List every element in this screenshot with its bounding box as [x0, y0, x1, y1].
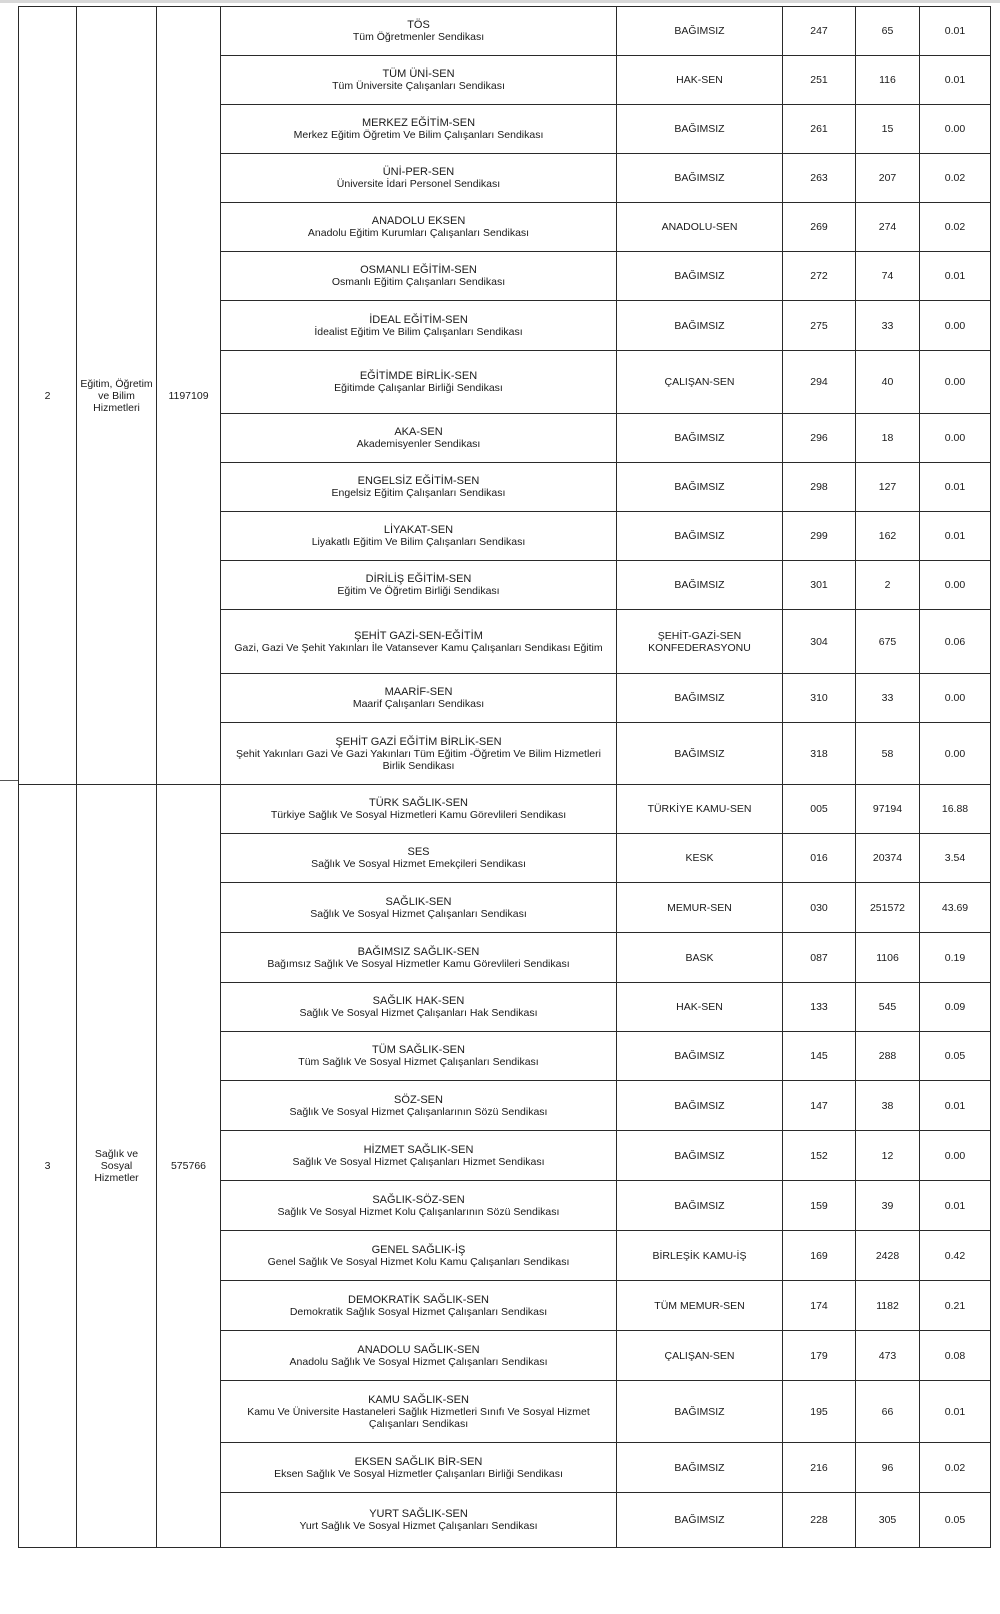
- union-code-cell: 304: [783, 610, 856, 674]
- member-count-cell: 274: [856, 203, 920, 252]
- confederation-cell: ANADOLU-SEN: [617, 203, 783, 252]
- union-full-name: Akademisyenler Sendikası: [356, 438, 481, 450]
- member-count-cell: 97194: [856, 785, 920, 834]
- sector-name: Eğitim, Öğretim ve Bilim Hizmetleri: [77, 7, 157, 785]
- union-full-name: Sağlık Ve Sosyal Hizmet Çalışanları Hak Sendikası: [299, 1007, 538, 1019]
- member-share-cell: 0.00: [920, 105, 991, 154]
- member-count-cell: 18: [856, 414, 920, 463]
- member-count-cell: 66: [856, 1381, 920, 1443]
- union-full-name: Sağlık Ve Sosyal Hizmet Çalışanlarının Sözü Sendikası: [289, 1105, 548, 1118]
- member-share-cell: 16.88: [920, 785, 991, 834]
- confederation-cell: BAĞIMSIZ: [617, 1381, 783, 1443]
- member-count-cell: 12: [856, 1131, 920, 1181]
- member-count-cell: 305: [856, 1493, 920, 1548]
- union-code-cell: 228: [783, 1493, 856, 1548]
- member-share-cell: 0.01: [920, 512, 991, 561]
- union-full-name: Türkiye Sağlık Ve Sosyal Hizmetleri Kamu Görevlileri Sendikası: [270, 809, 567, 821]
- union-code-cell: 296: [783, 414, 856, 463]
- member-count-cell: 162: [856, 512, 920, 561]
- table-body: [19, 7, 991, 1548]
- union-short-name: AKA-SEN: [394, 426, 443, 438]
- member-count-cell: 251572: [856, 883, 920, 933]
- union-short-name: SAĞLIK HAK-SEN: [372, 995, 465, 1007]
- union-full-name: Kamu Ve Üniversite Hastaneleri Sağlık Hizmetleri Sınıfı Ve Sosyal Hizmet Çalışanları Sendikası: [247, 1405, 590, 1430]
- member-share-cell: 0.00: [920, 301, 991, 351]
- union-full-name: Maarif Çalışanları Sendikası: [352, 698, 485, 710]
- member-share-cell: 0.00: [920, 1131, 991, 1181]
- page-divider: [0, 780, 18, 781]
- member-share-cell: 3.54: [920, 834, 991, 883]
- scan-top-edge: [0, 0, 1000, 3]
- union-code-cell: 216: [783, 1443, 856, 1493]
- union-full-name: Eğitimde Çalışanlar Birliği Sendikası: [334, 382, 503, 394]
- union-code-cell: 310: [783, 674, 856, 723]
- union-code-cell: 301: [783, 561, 856, 610]
- union-cell: [221, 1181, 617, 1231]
- union-cell: [221, 203, 617, 252]
- union-full-name: Bağımsız Sağlık Ve Sosyal Hizmetler Kamu Görevlileri Sendikası: [267, 957, 570, 970]
- member-count-cell: 40: [856, 351, 920, 414]
- member-share-cell: 0.01: [920, 252, 991, 301]
- union-code-cell: 263: [783, 154, 856, 203]
- union-cell: [221, 1381, 617, 1443]
- member-count-cell: 207: [856, 154, 920, 203]
- union-cell: [221, 512, 617, 561]
- confederation-cell: BAĞIMSIZ: [617, 105, 783, 154]
- union-code-cell: 251: [783, 56, 856, 105]
- union-cell: [221, 1281, 617, 1331]
- member-share-cell: 43.69: [920, 883, 991, 933]
- confederation-cell: BAĞIMSIZ: [617, 1493, 783, 1548]
- union-full-name: Engelsiz Eğitim Çalışanları Sendikası: [331, 487, 506, 499]
- confederation-cell: BAĞIMSIZ: [617, 512, 783, 561]
- union-full-name: Eğitim Ve Öğretim Birliği Sendikası: [337, 585, 500, 597]
- union-code-cell: 147: [783, 1081, 856, 1131]
- union-short-name: SÖZ-SEN: [394, 1093, 443, 1106]
- member-share-cell: 0.01: [920, 1381, 991, 1443]
- confederation-cell: BAĞIMSIZ: [617, 301, 783, 351]
- union-short-name: ÜNİ-PER-SEN: [382, 166, 455, 178]
- table-row: [19, 785, 991, 834]
- union-full-name: Sağlık Ve Sosyal Hizmet Çalışanları Hizmet Sendikası: [292, 1155, 545, 1168]
- confederation-cell: BASK: [617, 933, 783, 983]
- confederation-cell: BAĞIMSIZ: [617, 1181, 783, 1231]
- union-short-name: İDEAL EĞİTİM-SEN: [369, 313, 468, 326]
- confederation-cell: HAK-SEN: [617, 983, 783, 1032]
- union-code-cell: 152: [783, 1131, 856, 1181]
- member-count-cell: 74: [856, 252, 920, 301]
- union-short-name: MAARİF-SEN: [384, 686, 453, 698]
- member-count-cell: 96: [856, 1443, 920, 1493]
- confederation-cell: BAĞIMSIZ: [617, 1443, 783, 1493]
- union-full-name: Anadolu Eğitim Kurumları Çalışanları Sendikası: [307, 227, 530, 239]
- confederation-cell: BAĞIMSIZ: [617, 154, 783, 203]
- union-cell: [221, 56, 617, 105]
- union-code-cell: 030: [783, 883, 856, 933]
- union-code-cell: 005: [783, 785, 856, 834]
- member-count-cell: 33: [856, 301, 920, 351]
- union-short-name: LİYAKAT-SEN: [383, 524, 454, 536]
- union-full-name: Tüm Öğretmenler Sendikası: [352, 31, 485, 43]
- member-share-cell: 0.01: [920, 56, 991, 105]
- union-full-name: Üniversite İdari Personel Sendikası: [336, 178, 501, 190]
- union-short-name: HİZMET SAĞLIK-SEN: [363, 1143, 474, 1156]
- member-share-cell: 0.21: [920, 1281, 991, 1331]
- confederation-cell: BAĞIMSIZ: [617, 723, 783, 785]
- member-share-cell: 0.02: [920, 154, 991, 203]
- member-share-cell: 0.19: [920, 933, 991, 983]
- member-count-cell: 127: [856, 463, 920, 512]
- union-short-name: YURT SAĞLIK-SEN: [369, 1508, 468, 1520]
- confederation-cell: BAĞIMSIZ: [617, 463, 783, 512]
- member-count-cell: 58: [856, 723, 920, 785]
- union-short-name: SAĞLIK-SÖZ-SEN: [372, 1193, 465, 1206]
- union-code-cell: 294: [783, 351, 856, 414]
- confederation-cell: HAK-SEN: [617, 56, 783, 105]
- union-full-name: Demokratik Sağlık Sosyal Hizmet Çalışanları Sendikası: [289, 1305, 548, 1318]
- sector-total-employees: 575766: [157, 785, 221, 1548]
- union-code-cell: 318: [783, 723, 856, 785]
- union-cell: [221, 1231, 617, 1281]
- member-count-cell: 2: [856, 561, 920, 610]
- union-short-name: ANADOLU EKSEN: [371, 215, 466, 227]
- union-full-name: Genel Sağlık Ve Sosyal Hizmet Kolu Kamu Çalışanları Sendikası: [267, 1255, 570, 1268]
- confederation-cell: BAĞIMSIZ: [617, 561, 783, 610]
- union-full-name: Liyakatlı Eğitim Ve Bilim Çalışanları Sendikası: [311, 536, 526, 548]
- union-short-name: TÜRK SAĞLIK-SEN: [368, 797, 469, 809]
- union-cell: [221, 1032, 617, 1081]
- member-count-cell: 20374: [856, 834, 920, 883]
- confederation-cell: ÇALIŞAN-SEN: [617, 1331, 783, 1381]
- confederation-cell: BAĞIMSIZ: [617, 1032, 783, 1081]
- union-cell: [221, 252, 617, 301]
- union-short-name: OSMANLI EĞİTİM-SEN: [360, 264, 477, 276]
- union-short-name: TÖS: [407, 19, 430, 31]
- member-share-cell: 0.01: [920, 1181, 991, 1231]
- union-full-name: Anadolu Sağlık Ve Sosyal Hizmet Çalışanları Sendikası: [289, 1355, 548, 1368]
- member-share-cell: 0.09: [920, 983, 991, 1032]
- sector-name: Sağlık ve Sosyal Hizmetler: [77, 785, 157, 1548]
- union-full-name: Tüm Üniversite Çalışanları Sendikası: [332, 80, 505, 92]
- union-short-name: ŞEHİT GAZİ-SEN-EĞİTİM: [354, 629, 483, 642]
- union-cell: [221, 610, 617, 674]
- union-cell: [221, 674, 617, 723]
- union-full-name: Merkez Eğitim Öğretim Ve Bilim Çalışanları Sendikası: [293, 129, 544, 141]
- member-count-cell: 1182: [856, 1281, 920, 1331]
- member-count-cell: 65: [856, 7, 920, 56]
- union-code-cell: 299: [783, 512, 856, 561]
- union-code-cell: 133: [783, 983, 856, 1032]
- confederation-cell: BAĞIMSIZ: [617, 1081, 783, 1131]
- confederation-cell: ŞEHİT-GAZİ-SEN KONFEDERASYONU: [617, 610, 783, 674]
- union-short-name: MERKEZ EĞİTİM-SEN: [361, 117, 476, 129]
- sector-number: 3: [19, 785, 77, 1548]
- union-full-name: Sağlık Ve Sosyal Hizmet Kolu Çalışanlarının Sözü Sendikası: [277, 1205, 560, 1218]
- member-count-cell: 1106: [856, 933, 920, 983]
- union-full-name: Şehit Yakınları Gazi Ve Gazi Yakınları Tüm Eğitim -Öğretim Ve Bilim Hizmetleri Birlik Sendikası: [236, 747, 601, 772]
- member-share-cell: 0.00: [920, 414, 991, 463]
- member-share-cell: 0.05: [920, 1032, 991, 1081]
- member-count-cell: 38: [856, 1081, 920, 1131]
- union-cell: [221, 7, 617, 56]
- sector-number: 2: [19, 7, 77, 785]
- union-cell: [221, 785, 617, 834]
- member-share-cell: 0.02: [920, 1443, 991, 1493]
- confederation-cell: BİRLEŞİK KAMU-İŞ: [617, 1231, 783, 1281]
- union-full-name: Tüm Sağlık Ve Sosyal Hizmet Çalışanları Sendikası: [298, 1056, 539, 1068]
- union-short-name: BAĞIMSIZ SAĞLIK-SEN: [357, 945, 480, 958]
- member-share-cell: 0.08: [920, 1331, 991, 1381]
- union-full-name: Osmanlı Eğitim Çalışanları Sendikası: [331, 276, 506, 288]
- union-code-cell: 159: [783, 1181, 856, 1231]
- confederation-cell: BAĞIMSIZ: [617, 674, 783, 723]
- sector-total-employees: 1197109: [157, 7, 221, 785]
- union-code-cell: 174: [783, 1281, 856, 1331]
- union-cell: [221, 1131, 617, 1181]
- union-cell: [221, 723, 617, 785]
- union-short-name: ŞEHİT GAZİ EĞİTİM BİRLİK-SEN: [335, 735, 502, 748]
- union-short-name: TÜM SAĞLIK-SEN: [372, 1044, 465, 1056]
- member-count-cell: 545: [856, 983, 920, 1032]
- union-short-name: EKSEN SAĞLIK BİR-SEN: [354, 1455, 483, 1468]
- union-code-cell: 169: [783, 1231, 856, 1281]
- member-count-cell: 288: [856, 1032, 920, 1081]
- confederation-cell: BAĞIMSIZ: [617, 1131, 783, 1181]
- union-cell: [221, 351, 617, 414]
- confederation-cell: ÇALIŞAN-SEN: [617, 351, 783, 414]
- member-count-cell: 15: [856, 105, 920, 154]
- union-code-cell: 298: [783, 463, 856, 512]
- union-cell: [221, 1443, 617, 1493]
- union-code-cell: 195: [783, 1381, 856, 1443]
- confederation-cell: MEMUR-SEN: [617, 883, 783, 933]
- member-count-cell: 2428: [856, 1231, 920, 1281]
- union-cell: [221, 983, 617, 1032]
- union-short-name: ENGELSİZ EĞİTİM-SEN: [357, 475, 480, 487]
- union-cell: [221, 561, 617, 610]
- member-share-cell: 0.00: [920, 351, 991, 414]
- union-code-cell: 016: [783, 834, 856, 883]
- union-short-name: KAMU SAĞLIK-SEN: [368, 1393, 469, 1406]
- union-code-cell: 269: [783, 203, 856, 252]
- confederation-cell: BAĞIMSIZ: [617, 252, 783, 301]
- union-short-name: DİRİLİŞ EĞİTİM-SEN: [365, 573, 472, 585]
- union-cell: [221, 933, 617, 983]
- member-count-cell: 473: [856, 1331, 920, 1381]
- member-share-cell: 0.05: [920, 1493, 991, 1548]
- table-row: [19, 7, 991, 56]
- union-code-cell: 145: [783, 1032, 856, 1081]
- member-count-cell: 116: [856, 56, 920, 105]
- union-cell: [221, 1493, 617, 1548]
- member-share-cell: 0.00: [920, 674, 991, 723]
- confederation-cell: KESK: [617, 834, 783, 883]
- union-cell: [221, 1331, 617, 1381]
- confederation-cell: TÜRKİYE KAMU-SEN: [617, 785, 783, 834]
- union-full-name: Eksen Sağlık Ve Sosyal Hizmetler Çalışanları Birliği Sendikası: [274, 1467, 563, 1480]
- union-full-name: Yurt Sağlık Ve Sosyal Hizmet Çalışanları Sendikası: [299, 1520, 538, 1532]
- union-code-cell: 179: [783, 1331, 856, 1381]
- union-full-name: Sağlık Ve Sosyal Hizmet Emekçileri Sendikası: [311, 858, 526, 870]
- union-short-name: ANADOLU SAĞLIK-SEN: [357, 1343, 480, 1356]
- union-short-name: DEMOKRATİK SAĞLIK-SEN: [348, 1293, 489, 1306]
- confederation-cell: BAĞIMSIZ: [617, 7, 783, 56]
- member-count-cell: 33: [856, 674, 920, 723]
- member-share-cell: 0.01: [920, 1081, 991, 1131]
- member-share-cell: 0.00: [920, 723, 991, 785]
- union-code-cell: 087: [783, 933, 856, 983]
- union-cell: [221, 105, 617, 154]
- union-code-cell: 275: [783, 301, 856, 351]
- confederation-cell: TÜM MEMUR-SEN: [617, 1281, 783, 1331]
- union-cell: [221, 463, 617, 512]
- union-full-name: Gazi, Gazi Ve Şehit Yakınları İle Vatansever Kamu Çalışanları Sendikası Eğitim: [234, 641, 603, 654]
- union-code-cell: 261: [783, 105, 856, 154]
- union-cell: [221, 414, 617, 463]
- union-full-name: İdealist Eğitim Ve Bilim Çalışanları Sendikası: [314, 325, 523, 338]
- union-code-cell: 247: [783, 7, 856, 56]
- union-membership-table: [18, 6, 991, 1548]
- union-short-name: EĞİTİMDE BİRLİK-SEN: [359, 370, 478, 382]
- member-share-cell: 0.01: [920, 463, 991, 512]
- union-code-cell: 272: [783, 252, 856, 301]
- member-share-cell: 0.06: [920, 610, 991, 674]
- union-short-name: SES: [407, 846, 430, 858]
- member-count-cell: 675: [856, 610, 920, 674]
- union-cell: [221, 301, 617, 351]
- union-cell: [221, 883, 617, 933]
- union-cell: [221, 1081, 617, 1131]
- union-cell: [221, 154, 617, 203]
- member-count-cell: 39: [856, 1181, 920, 1231]
- member-share-cell: 0.02: [920, 203, 991, 252]
- confederation-cell: BAĞIMSIZ: [617, 414, 783, 463]
- union-short-name: SAĞLIK-SEN: [385, 895, 452, 908]
- member-share-cell: 0.42: [920, 1231, 991, 1281]
- union-short-name: TÜM ÜNİ-SEN: [382, 68, 455, 80]
- union-full-name: Sağlık Ve Sosyal Hizmet Çalışanları Sendikası: [310, 907, 527, 920]
- member-share-cell: 0.00: [920, 561, 991, 610]
- member-share-cell: 0.01: [920, 7, 991, 56]
- union-short-name: GENEL SAĞLIK-İŞ: [371, 1243, 466, 1256]
- union-cell: [221, 834, 617, 883]
